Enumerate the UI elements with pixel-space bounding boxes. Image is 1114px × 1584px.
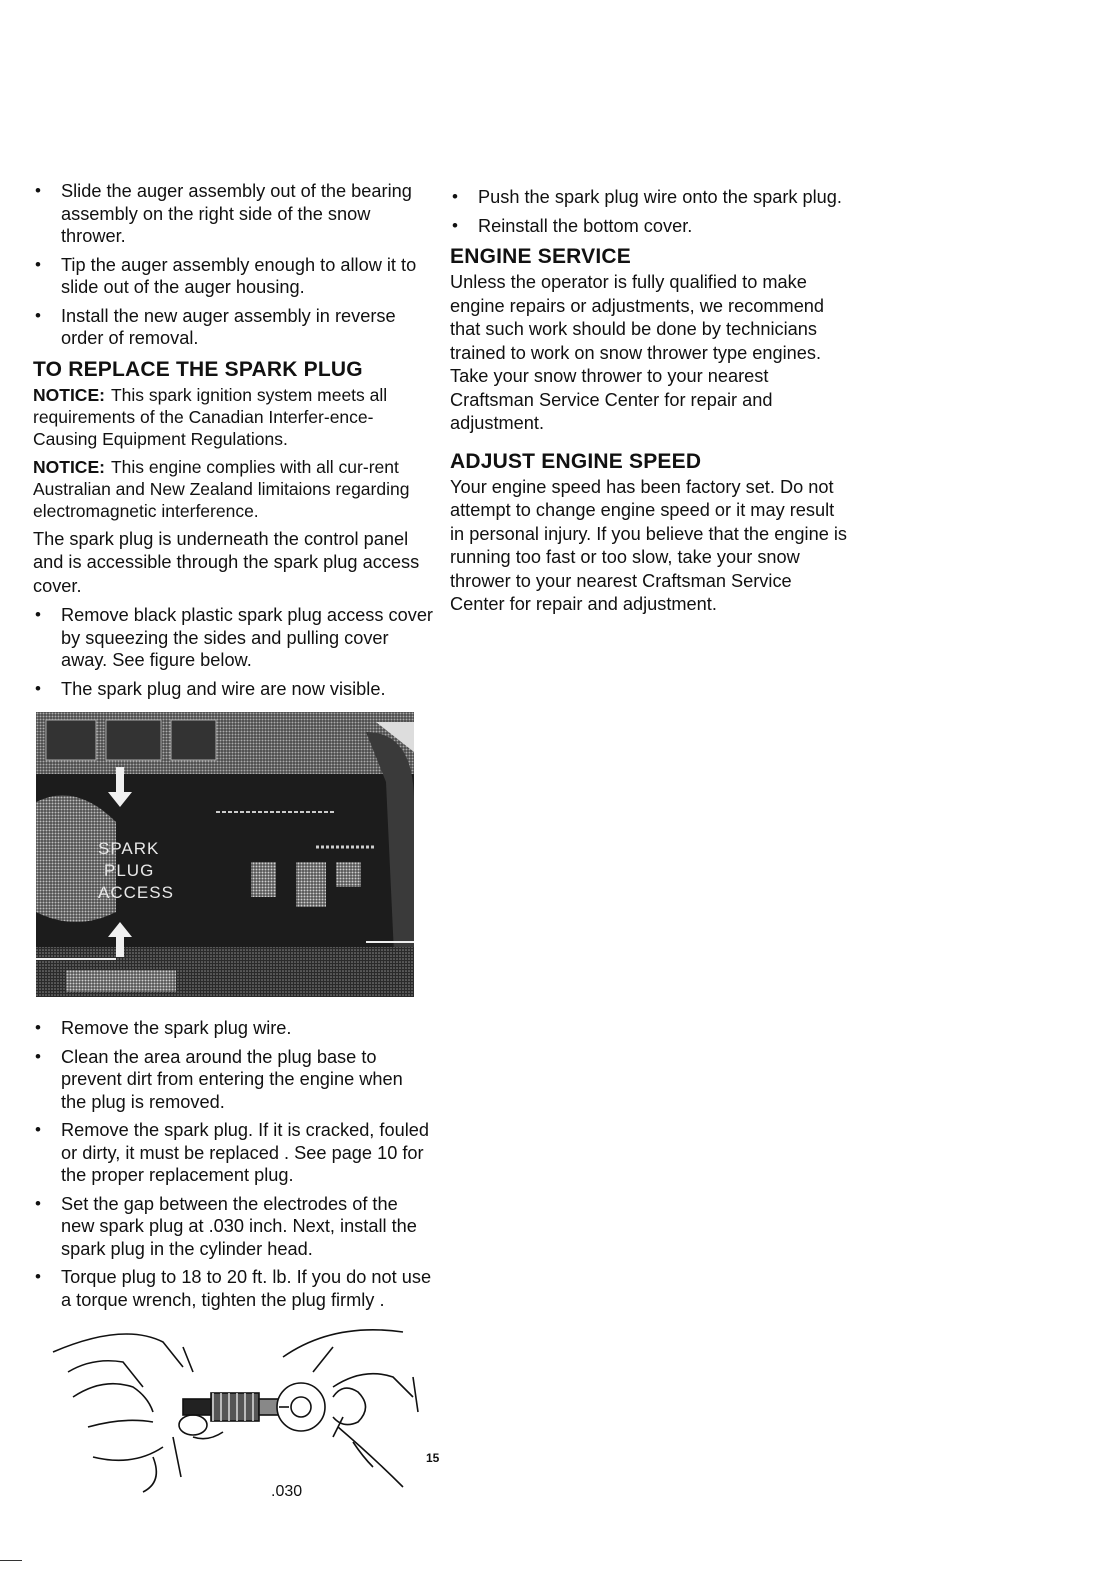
list-item: • Remove black plastic spark plug access cover by squeezing the sides and pulling cover away. See figure below. xyxy=(33,604,433,672)
page-number: 15 xyxy=(426,1451,440,1465)
photo-label: PLUG xyxy=(104,861,155,880)
notice-label: NOTICE: xyxy=(33,456,105,477)
spark-plug-gap-illustration xyxy=(33,1317,433,1500)
notice-label: NOTICE: xyxy=(33,384,105,405)
spark-plug-access-photo xyxy=(36,712,414,997)
notice-text: This engine complies with all cur-rent Australian and New Zealand limitaions regarding electromagnetic interference. xyxy=(33,456,410,521)
section-heading-engine-speed: ADJUST ENGINE SPEED xyxy=(450,449,702,473)
section-heading-engine-service: ENGINE SERVICE xyxy=(450,245,631,268)
left-column xyxy=(33,180,433,1500)
list-item: • Tip the auger assembly enough to allow it to slide out of the auger housing. xyxy=(33,254,433,299)
paragraph: The spark plug is underneath the control panel and is accessible through the spark plug access cover. xyxy=(33,528,420,596)
list-item: • Push the spark plug wire onto the spark plug. xyxy=(450,186,850,209)
notice-australia xyxy=(33,456,433,522)
list-item: • Slide the auger assembly out of the bearing assembly on the right side of the snow thrower. xyxy=(33,180,433,248)
notice-canada xyxy=(33,384,433,450)
section-heading-spark-plug: TO REPLACE THE SPARK PLUG xyxy=(33,357,363,381)
list-item: • Reinstall the bottom cover. xyxy=(450,215,850,238)
list-item: • Set the gap between the electrodes of the new spark plug at .030 inch. Next, install the spark plug in the cylinder head. xyxy=(33,1193,433,1261)
list-item: • Torque plug to 18 to 20 ft. lb. If you do not use a torque wrench, tighten the plug firmly . xyxy=(33,1266,433,1311)
paragraph: Your engine speed has been factory set. Do not attempt to change engine speed or it may result in personal injury. If you believe that the engine is running too fast or too slow, take your snow thrower to your nearest Craftsman Service Center for repair and adjustment. xyxy=(450,476,847,614)
list-item: • Install the new auger assembly in reverse order of removal. xyxy=(33,305,433,350)
list-item: • Remove the spark plug wire. xyxy=(33,1017,433,1040)
gap-label: .030 xyxy=(271,1483,303,1500)
paragraph: Unless the operator is fully qualified to make engine repairs or adjustments, we recommend that such work should be done by technicians trained to work on snow thrower type engines. Take your snow thrower to your nearest Craftsman Service Center for repair and adjustment. xyxy=(450,272,825,433)
list-item: • The spark plug and wire are now visible. xyxy=(33,678,433,701)
notice-text: This spark ignition system meets all requirements of the Canadian Interfer-ence-Causing Equipment Regulations. xyxy=(33,384,388,449)
right-column xyxy=(450,186,850,623)
list-item: • Remove the spark plug. If it is cracked, fouled or dirty, it must be replaced . See page 10 for the proper replacement plug. xyxy=(33,1119,433,1187)
list-item: • Clean the area around the plug base to prevent dirt from entering the engine when the plug is removed. xyxy=(33,1046,433,1114)
photo-label: ACCESS xyxy=(98,883,174,902)
divider xyxy=(0,1560,22,1561)
photo-label: SPARK xyxy=(98,839,160,858)
